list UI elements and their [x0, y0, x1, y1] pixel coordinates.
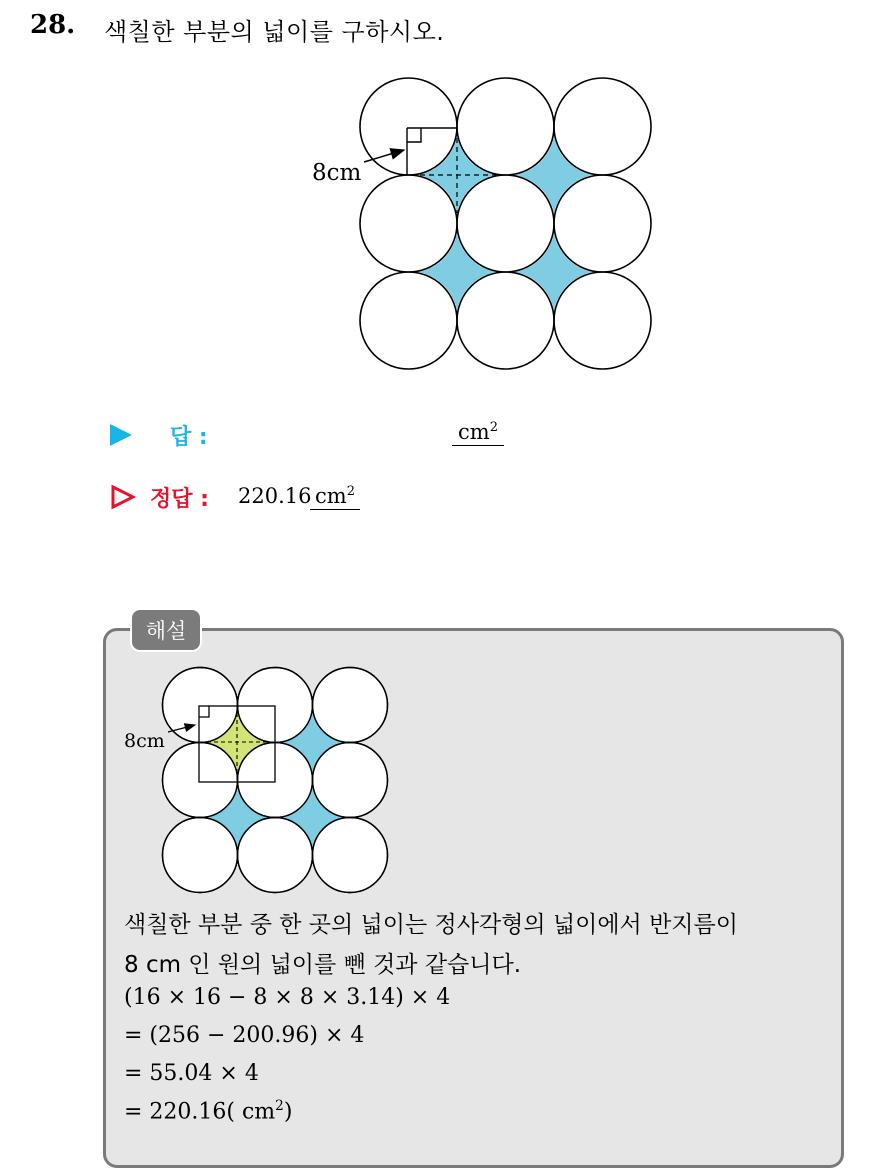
correct-answer-unit-wrap: [310, 484, 360, 510]
shaded-region-3: [418, 233, 496, 311]
correct-answer-label: 정답 :: [150, 487, 209, 512]
answer-row: [110, 418, 610, 454]
correct-answer-unit-exponent: 2: [346, 484, 355, 499]
length-label: 8cm: [312, 160, 362, 186]
answer-label: 답 :: [170, 425, 208, 450]
answer-unit-exponent: 2: [489, 420, 498, 435]
correct-answer-value: 220.16: [238, 484, 312, 508]
question-number: 28.: [30, 10, 76, 40]
correct-answer-unit: cm: [315, 484, 347, 508]
solution-line-5: = 55.04 × 4: [124, 1061, 259, 1086]
circles-figure: [300, 70, 700, 380]
circle: [457, 78, 554, 175]
question-text: 색칠한 부분의 넓이를 구하시오.: [104, 18, 445, 46]
solution-length-label: 8cm: [124, 730, 165, 752]
circle: [360, 272, 457, 369]
solution-line-6: [124, 1098, 292, 1124]
circle: [554, 272, 651, 369]
circle: [360, 78, 457, 175]
solution-tag: 해설: [130, 608, 202, 652]
circle: [554, 78, 651, 175]
circle: [360, 175, 457, 272]
answer-input[interactable]: [452, 420, 504, 446]
solution-line-4: = (256 − 200.96) × 4: [124, 1023, 365, 1048]
circle: [457, 175, 554, 272]
solution-figure: [118, 660, 398, 900]
white-circles: [360, 78, 651, 369]
circle: [457, 272, 554, 369]
shaded-regions: [418, 136, 593, 311]
correct-answer-row: [110, 480, 610, 516]
solution-final-prefix: = 220.16( cm: [124, 1099, 276, 1125]
solution-line-1: 색칠한 부분 중 한 곳의 넓이는 정사각형의 넓이에서 반지름이: [124, 912, 738, 938]
shaded-region-2: [515, 136, 593, 214]
solution-final-exponent: 2: [275, 1098, 284, 1114]
play-triangle-icon: [110, 424, 132, 446]
answer-unit: cm: [458, 420, 490, 444]
solution-line-2: 8 cm 인 원의 넓이를 뺀 것과 같습니다.: [124, 952, 522, 978]
shaded-region-4: [515, 233, 593, 311]
solution-final-suffix: ): [283, 1099, 293, 1125]
outline-triangle-icon: [110, 484, 136, 510]
circle: [554, 175, 651, 272]
solution-line-3: (16 × 16 − 8 × 8 × 3.14) × 4: [124, 985, 451, 1010]
